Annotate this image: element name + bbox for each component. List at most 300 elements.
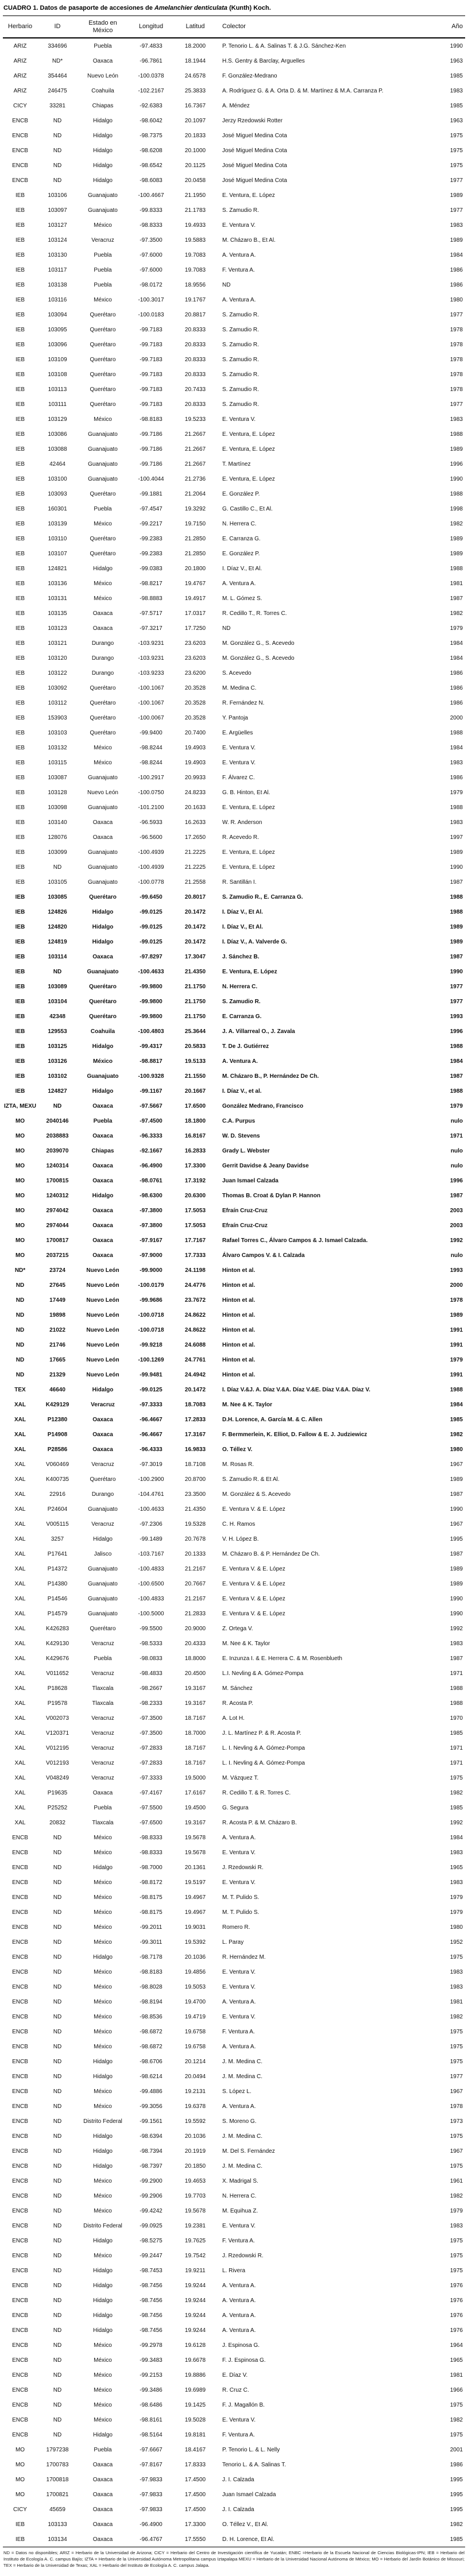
cell-colector: J. I. Calzada xyxy=(222,2476,254,2483)
table-row xyxy=(3,2144,465,2159)
table-row xyxy=(3,2233,465,2248)
cell-latitud: 17.5053 xyxy=(184,1222,206,1229)
cell-longitud: -99.1881 xyxy=(140,490,163,497)
cell-estado: México xyxy=(94,2372,112,2378)
cell-id: 1700815 xyxy=(46,1177,69,1184)
table-row xyxy=(3,591,465,606)
cell-estado: Hidalgo xyxy=(93,177,113,184)
cell-ano: 1985 xyxy=(450,1804,463,1811)
cell-ano: 1995 xyxy=(450,2506,463,2513)
cell-herbario: IEB xyxy=(15,1058,25,1065)
cell-ano: 1985 xyxy=(450,1730,463,1736)
cell-ano: 1989 xyxy=(450,1565,463,1572)
cell-herbario: ENCB xyxy=(12,2297,28,2304)
cell-estado: Tlaxcala xyxy=(92,1819,114,1826)
cell-herbario: IZTA, MEXU xyxy=(4,1103,36,1109)
table-row xyxy=(3,1860,465,1875)
cell-id: 103131 xyxy=(48,595,67,602)
cell-ano: 1982 xyxy=(450,520,463,527)
table-row xyxy=(3,1576,465,1591)
cell-id: 103095 xyxy=(48,326,67,333)
cell-estado: Coahuila xyxy=(90,1028,115,1035)
cell-estado: Querétaro xyxy=(90,401,116,408)
cell-colector: E. Ventura V. xyxy=(222,759,256,766)
cell-herbario: XAL xyxy=(14,1759,26,1766)
cell-estado: Nuevo León xyxy=(87,789,118,796)
cell-id: 103096 xyxy=(48,341,67,348)
cell-colector: S. Zamudio R., E. Carranza G. xyxy=(222,894,303,900)
cell-colector: S. Zamudio R. xyxy=(222,326,259,333)
cell-longitud: -96.5600 xyxy=(140,834,163,841)
cell-herbario: ENCB xyxy=(12,2148,28,2155)
cell-latitud: 24.7761 xyxy=(184,1356,206,1363)
cell-colector: M. Sánchez xyxy=(222,1685,253,1692)
cell-herbario: IEB xyxy=(15,610,25,617)
cell-ano: 1993 xyxy=(450,1267,463,1274)
cell-longitud: -98.7456 xyxy=(140,2297,163,2304)
cell-id: 103124 xyxy=(48,237,67,243)
caption-species-name: Amelanchier denticulata xyxy=(154,5,228,11)
cell-estado: Hidalgo xyxy=(92,1386,114,1393)
cell-id: 124826 xyxy=(48,908,67,915)
cell-colector: E. Argüelles xyxy=(222,729,253,736)
cell-latitud: 19.6989 xyxy=(184,2387,206,2393)
cell-id: 42348 xyxy=(49,1013,65,1020)
cell-herbario: IEB xyxy=(15,2536,25,2543)
cell-estado: Tlaxcala xyxy=(92,1700,114,1707)
cell-colector: E. Ventura V. xyxy=(222,1849,256,1856)
cell-colector: L.I. Nevling & A. Gómez-Pompa xyxy=(222,1670,304,1677)
cell-id: V120371 xyxy=(45,1730,69,1736)
cell-estado: Guanajuato xyxy=(88,849,118,856)
cell-herbario: IEB xyxy=(15,819,25,826)
table-row xyxy=(3,173,465,188)
cell-longitud: -98.6300 xyxy=(140,1192,163,1199)
cell-longitud: -97.9833 xyxy=(140,2491,163,2498)
cell-ano: 2000 xyxy=(450,714,463,721)
cell-herbario: IEB xyxy=(15,222,25,229)
cell-latitud: 20.1361 xyxy=(184,1864,206,1871)
table-row xyxy=(3,2039,465,2054)
cell-ano: 1975 xyxy=(450,1954,463,1960)
table-row xyxy=(3,1845,465,1860)
cell-id: ND xyxy=(53,2431,62,2438)
cell-latitud: 19.7083 xyxy=(184,266,206,273)
table-row xyxy=(3,277,465,292)
cell-estado: Hidalgo xyxy=(93,117,113,124)
cell-latitud: 17.2650 xyxy=(184,834,206,841)
cell-ano: 1975 xyxy=(450,162,463,169)
cell-id: 103121 xyxy=(48,640,67,647)
table-row xyxy=(3,1890,465,1905)
cell-longitud: -98.7178 xyxy=(140,1954,163,1960)
cell-id: ND xyxy=(53,2327,62,2334)
table-row xyxy=(3,2084,465,2099)
cell-estado: Nuevo León xyxy=(86,1297,119,1304)
table-row xyxy=(3,113,465,128)
cell-herbario: XAL xyxy=(14,1595,26,1602)
cell-latitud: 20.8017 xyxy=(184,894,206,900)
cell-colector: T. Martínez xyxy=(222,461,251,467)
cell-longitud: -97.4547 xyxy=(140,505,163,512)
cell-colector: M. Cházaro B. & P. Hernández De Ch. xyxy=(222,1550,320,1557)
cell-longitud: -98.8244 xyxy=(140,744,163,751)
cell-ano: 1971 xyxy=(450,1670,463,1677)
cell-id: ND xyxy=(53,2207,62,2214)
cell-herbario: IEB xyxy=(15,326,25,333)
caption-prefix: CUADRO 1. Datos de pasaporte de accesiones de xyxy=(3,5,154,11)
cell-id: K400735 xyxy=(45,1476,69,1483)
cell-id: ND xyxy=(53,2297,62,2304)
table-row xyxy=(3,1382,465,1397)
cell-longitud: -99.5500 xyxy=(140,1625,163,1632)
cell-ano: 1967 xyxy=(450,1461,463,1468)
table-row xyxy=(3,1561,465,1576)
cell-id: ND xyxy=(53,162,62,169)
cell-estado: México xyxy=(94,416,112,423)
cell-latitud: 19.2381 xyxy=(184,2222,206,2229)
cell-colector: José Miguel Medina Cota xyxy=(222,162,287,169)
cell-colector: José Miguel Medina Cota xyxy=(222,132,287,139)
cell-estado: Veracruz xyxy=(91,1640,114,1647)
cell-latitud: 16.8167 xyxy=(184,1132,206,1139)
cell-colector: E. González P. xyxy=(222,490,260,497)
cell-estado: México xyxy=(94,2416,112,2423)
cell-estado: Oaxaca xyxy=(92,1252,113,1259)
table-row xyxy=(3,2517,465,2532)
cell-latitud: 16.2833 xyxy=(184,1147,206,1154)
column-header-id: ID xyxy=(37,16,78,38)
cell-latitud: 20.1919 xyxy=(184,2148,206,2155)
cell-latitud: 20.8333 xyxy=(184,341,206,348)
cell-longitud: -97.3800 xyxy=(140,1207,163,1214)
cell-id: 103086 xyxy=(48,431,67,438)
cell-longitud: -98.7000 xyxy=(140,1864,163,1871)
cell-estado: Chiapas xyxy=(91,1147,114,1154)
cell-id: 103130 xyxy=(48,252,67,258)
cell-estado: México xyxy=(94,2192,112,2199)
cell-herbario: MO xyxy=(15,1237,25,1244)
cell-colector: Hinton et al. xyxy=(222,1341,256,1348)
cell-id: P14380 xyxy=(47,1580,68,1587)
cell-ano: 1971 xyxy=(450,1759,463,1766)
cell-latitud: 20.3528 xyxy=(184,684,206,691)
cell-colector: J. M. Medina C. xyxy=(222,2133,263,2140)
cell-ano: 1990 xyxy=(450,1506,463,1513)
cell-longitud: -99.9800 xyxy=(140,998,163,1005)
cell-longitud: -100.1269 xyxy=(138,1356,164,1363)
cell-longitud: -98.8183 xyxy=(140,1968,163,1975)
cell-id: 103089 xyxy=(48,983,67,990)
table-row xyxy=(3,1248,465,1263)
cell-id: 103127 xyxy=(48,222,67,229)
cell-estado: México xyxy=(94,1968,112,1975)
cell-colector: J. A. Villarreal O., J. Zavala xyxy=(222,1028,295,1035)
cell-longitud: -97.2833 xyxy=(140,1745,163,1751)
table-row xyxy=(3,2338,465,2353)
cell-id: 103112 xyxy=(48,699,67,706)
cell-estado: Oaxaca xyxy=(92,1222,113,1229)
cell-id: 153903 xyxy=(48,714,67,721)
cell-colector: A. Ventura A. xyxy=(222,296,256,303)
cell-estado: Guanajuato xyxy=(88,431,118,438)
table-row xyxy=(3,382,465,397)
cell-estado: Querétaro xyxy=(90,311,116,318)
table-row xyxy=(3,1755,465,1770)
cell-estado: Oaxaca xyxy=(92,1416,113,1423)
cell-latitud: 20.6300 xyxy=(184,1192,206,1199)
table-row xyxy=(3,38,465,53)
cell-ano: 1975 xyxy=(450,2028,463,2035)
table-row xyxy=(3,740,465,755)
cell-estado: Querétaro xyxy=(90,684,116,691)
cell-longitud: -99.0125 xyxy=(140,938,163,945)
table-row xyxy=(3,427,465,442)
cell-estado: Oaxaca xyxy=(92,1431,113,1438)
cell-colector: M. González G., S. Acevedo xyxy=(222,655,295,662)
cell-estado: México xyxy=(94,222,112,229)
cell-longitud: -98.8028 xyxy=(140,1983,163,1990)
cell-ano: 1990 xyxy=(450,1595,463,1602)
cell-herbario: IEB xyxy=(15,938,25,945)
table-row xyxy=(3,1979,465,1994)
cell-herbario: IEB xyxy=(15,431,25,438)
cell-estado: Oaxaca xyxy=(92,819,113,826)
cell-colector: S. López L. xyxy=(222,2088,252,2095)
cell-longitud: -97.2306 xyxy=(140,1521,163,1527)
cell-latitud: 19.4500 xyxy=(184,1804,206,1811)
cell-colector: W. D. Stevens xyxy=(222,1132,260,1139)
cell-colector: S. Acevedo xyxy=(222,670,252,676)
cell-latitud: 25.3833 xyxy=(184,87,206,94)
cell-estado: Distrito Federal xyxy=(83,2222,122,2229)
cell-ano: 1975 xyxy=(450,2058,463,2065)
cell-ano: 1984 xyxy=(450,1058,463,1065)
cell-latitud: 21.2225 xyxy=(184,849,206,856)
cell-herbario: ENCB xyxy=(12,2058,28,2065)
cell-id: K429130 xyxy=(45,1640,69,1647)
cell-ano: 2000 xyxy=(450,1282,463,1289)
cell-longitud: -99.2217 xyxy=(140,520,163,527)
cell-colector: E. Ventura, E. López xyxy=(222,192,275,199)
table-row xyxy=(3,1830,465,1845)
cell-id: 103136 xyxy=(48,580,67,587)
cell-longitud: -98.6542 xyxy=(140,162,163,169)
cell-longitud: -96.4667 xyxy=(140,1431,163,1438)
cell-longitud: -99.2153 xyxy=(140,2372,163,2378)
cell-ano: 1961 xyxy=(450,2177,463,2184)
cell-latitud: 16.7367 xyxy=(184,102,206,109)
cell-herbario: ARIZ xyxy=(13,57,27,64)
table-row xyxy=(3,2114,465,2129)
cell-herbario: IEB xyxy=(15,655,25,662)
cell-estado: Hidalgo xyxy=(93,2327,113,2334)
table-row xyxy=(3,471,465,486)
table-row xyxy=(3,158,465,173)
cell-id: 45659 xyxy=(49,2506,65,2513)
cell-estado: Querétaro xyxy=(90,729,116,736)
cell-latitud: 17.4500 xyxy=(184,2506,206,2513)
cell-estado: Puebla xyxy=(94,505,112,512)
cell-herbario: ENCB xyxy=(12,1924,28,1931)
cell-latitud: 23.7672 xyxy=(184,1297,206,1304)
table-row xyxy=(3,367,465,382)
cell-ano: 1979 xyxy=(450,1894,463,1901)
cell-latitud: 17.8333 xyxy=(184,2461,206,2468)
cell-id: 1797238 xyxy=(46,2446,69,2453)
cell-id: ND xyxy=(53,1864,62,1871)
table-row xyxy=(3,1950,465,1964)
cell-longitud: -99.7183 xyxy=(140,386,163,393)
cell-colector: E. Ventura V. xyxy=(222,222,256,229)
cell-id: 103126 xyxy=(48,1058,67,1065)
cell-ano: 1991 xyxy=(450,1326,463,1333)
cell-longitud: -98.8817 xyxy=(140,1058,163,1065)
cell-herbario: ENCB xyxy=(12,2118,28,2125)
cell-herbario: IEB xyxy=(15,729,25,736)
cell-herbario: IEB xyxy=(15,416,25,423)
cell-longitud: -99.0383 xyxy=(140,565,163,572)
cell-ano: 1988 xyxy=(450,908,463,915)
cell-latitud: 20.1036 xyxy=(184,2133,206,2140)
cell-latitud: 17.3167 xyxy=(184,1431,206,1438)
cell-ano: 2003 xyxy=(450,1207,463,1214)
cell-colector: Hinton et al. xyxy=(222,1297,256,1304)
cell-latitud: 18.2000 xyxy=(184,42,206,49)
cell-herbario: IEB xyxy=(15,207,25,214)
cell-latitud: 19.5678 xyxy=(184,2207,206,2214)
cell-longitud: -98.0172 xyxy=(140,281,163,288)
cell-estado: Durango xyxy=(91,670,114,676)
cell-herbario: XAL xyxy=(14,1745,26,1751)
table-row xyxy=(3,2382,465,2397)
table-row xyxy=(3,875,465,889)
cell-estado: Oaxaca xyxy=(92,2521,113,2528)
cell-latitud: 20.9000 xyxy=(184,1625,206,1632)
cell-longitud: -98.2333 xyxy=(140,1700,163,1707)
cell-colector: E. Ventura, E. López xyxy=(222,446,275,452)
cell-id: 2037215 xyxy=(46,1252,69,1259)
cell-herbario: MO xyxy=(15,2476,25,2483)
cell-latitud: 17.4500 xyxy=(184,2476,206,2483)
cell-longitud: -96.3333 xyxy=(140,1132,163,1139)
cell-colector: E. Ventura, E. López xyxy=(222,475,275,482)
cell-colector: Y. Pantoja xyxy=(222,714,248,721)
cell-id: 103116 xyxy=(48,296,67,303)
cell-longitud: -100.2900 xyxy=(138,1476,164,1483)
cell-estado: México xyxy=(94,1983,112,1990)
table-row xyxy=(3,1218,465,1233)
table-row xyxy=(3,1084,465,1099)
cell-estado: México xyxy=(94,1924,112,1931)
cell-latitud: 19.7150 xyxy=(184,520,206,527)
cell-herbario: XAL xyxy=(14,1580,26,1587)
cell-ano: 1981 xyxy=(450,2372,463,2378)
cell-longitud: -100.0778 xyxy=(138,879,164,885)
cell-colector: T. De J. Gutiérrez xyxy=(222,1043,269,1050)
cell-herbario: IEB xyxy=(15,714,25,721)
cell-latitud: 24.8233 xyxy=(184,789,206,796)
cell-ano: 1976 xyxy=(450,2282,463,2289)
cell-estado: Puebla xyxy=(93,1117,113,1124)
cell-estado: Veracruz xyxy=(91,1730,114,1736)
cell-id: 1240312 xyxy=(46,1192,69,1199)
cell-longitud: -100.4939 xyxy=(138,864,164,871)
cell-longitud: -98.6042 xyxy=(140,117,163,124)
cell-colector: J. Espinosa G. xyxy=(222,2342,260,2349)
cell-herbario: ENCB xyxy=(12,2312,28,2319)
cell-herbario: ENCB xyxy=(12,162,28,169)
cell-ano: 1987 xyxy=(450,953,463,960)
cell-herbario: ARIZ xyxy=(13,42,27,49)
cell-estado: México xyxy=(94,759,112,766)
cell-id: K429129 xyxy=(45,1401,69,1408)
cell-latitud: 19.4903 xyxy=(184,744,206,751)
cell-colector: N. Herrera C. xyxy=(222,983,258,990)
cell-ano: 1975 xyxy=(450,2267,463,2274)
cell-colector: L. Paray xyxy=(222,1939,244,1945)
cell-ano: 1988 xyxy=(450,894,463,900)
cell-longitud: -99.2447 xyxy=(140,2252,163,2259)
cell-longitud: -99.7186 xyxy=(140,431,163,438)
cell-colector: E. Ventura, E. López xyxy=(222,431,275,438)
cell-ano: 1979 xyxy=(450,789,463,796)
cell-latitud: 21.2667 xyxy=(184,461,206,467)
table-row xyxy=(3,486,465,501)
cell-ano: 1987 xyxy=(450,879,463,885)
cell-latitud: 23.6203 xyxy=(184,640,206,647)
cell-latitud: 19.4903 xyxy=(184,759,206,766)
cell-latitud: 18.7108 xyxy=(184,1461,206,1468)
cell-colector: I. Díaz V., et al. xyxy=(222,1088,262,1094)
cell-id: P19635 xyxy=(47,1789,68,1796)
cell-estado: Hidalgo xyxy=(93,565,113,572)
cell-id: 124827 xyxy=(48,1088,67,1094)
cell-estado: Oaxaca xyxy=(92,834,113,841)
cell-herbario: MO xyxy=(15,1117,25,1124)
cell-longitud: -99.7186 xyxy=(140,446,163,452)
cell-longitud: -100.0183 xyxy=(138,311,164,318)
cell-ano: 1963 xyxy=(450,57,463,64)
cell-estado: Querétaro xyxy=(90,356,116,363)
cell-ano: 1988 xyxy=(450,431,463,438)
cell-longitud: -99.2978 xyxy=(140,2342,163,2349)
cell-id: 103133 xyxy=(48,2521,67,2528)
cell-herbario: IEB xyxy=(15,550,25,557)
cell-longitud: -99.4242 xyxy=(140,2207,163,2214)
cell-longitud: -100.0179 xyxy=(138,1282,164,1289)
cell-longitud: -98.0833 xyxy=(140,1655,163,1662)
cell-longitud: -92.6383 xyxy=(140,102,163,109)
cell-colector: González Medrano, Francisco xyxy=(222,1103,304,1109)
cell-herbario: IEB xyxy=(15,535,25,542)
cell-ano: 1970 xyxy=(450,1715,463,1722)
cell-latitud: 24.4942 xyxy=(184,1371,206,1378)
table-row xyxy=(3,606,465,621)
table-row xyxy=(3,2532,465,2547)
cell-id: 42464 xyxy=(49,461,65,467)
cell-estado: Hidalgo xyxy=(92,908,114,915)
cell-longitud: -98.8883 xyxy=(140,595,163,602)
cell-ano: 1988 xyxy=(450,1700,463,1707)
table-row xyxy=(3,143,465,158)
cell-herbario: ENCB xyxy=(12,2043,28,2050)
cell-id: ND xyxy=(53,1998,62,2005)
cell-herbario: ENCB xyxy=(12,1834,28,1841)
cell-longitud: -100.0750 xyxy=(138,789,164,796)
cell-longitud: -100.4044 xyxy=(138,475,164,482)
cell-latitud: 19.5678 xyxy=(184,1834,206,1841)
